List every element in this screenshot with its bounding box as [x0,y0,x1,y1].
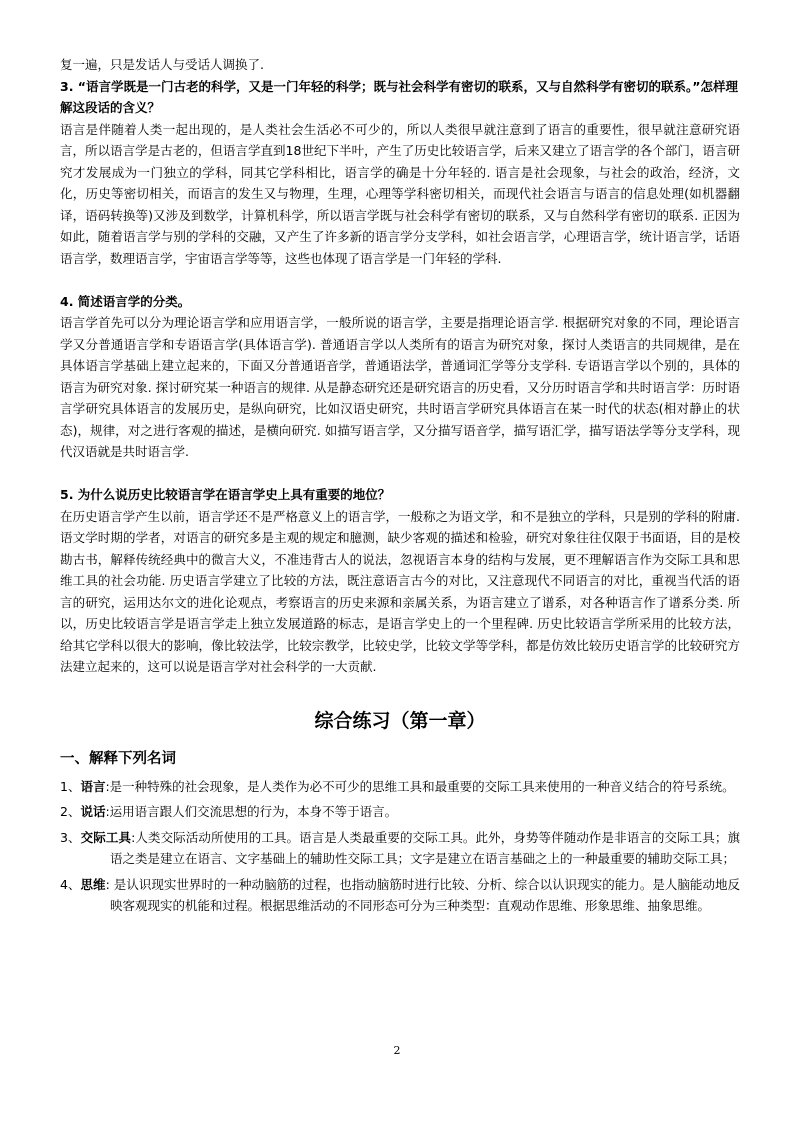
term-number: 4、 [60,876,81,892]
term-definition: :是一种特殊的社会现象，是人类作为必不可少的思维工具和最重要的交际工具来使用的一种音义结合的符号系统。 [105,778,735,794]
intro-line: 复一遍，只是发话人与受话人调换了. [60,57,264,72]
term-definition: :运用语言跟人们交流思想的行为，本身不等于语言。 [105,804,398,819]
term-number: 2、 [60,804,81,819]
page-number: 2 [393,1044,401,1057]
term-name: 思维 [80,876,106,892]
term-item [60,776,740,798]
term-name: 语言 [80,778,106,794]
term-item [60,874,740,917]
question-5-title: 5. 为什么说历史比较语言学在语言学史上具有重要的地位？ [60,487,391,502]
term-item [60,801,740,823]
term-definition: :人类交际活动所使用的工具。语言是人类最重要的交际工具。此外，身势等伴随动作是非语言的交际工具；旗语之类是建立在语言、文字基础上的辅助性交际工具；文字是建立在语言基础之上的一种最重要的辅助交际工具； [110,829,740,866]
question-5-answer: 在历史语言学产生以前，语言学还不是严格意义上的语言学，一般称之为语文学，和不是独立的学科，只是别的学科的附庸. 语文学时期的学者，对语言的研究多是主观的规定和臆测，缺少客观的描述和检验，研究对象往往仅限于书面语，目的是校勘古书，解释传统经典中的微言大义，不准违背古人的说法，忽视语言本身的结构与发展，更不理解语言作为交际工具和思维工具的社会功能. 历史语言学建立了比较的方法，既注意语言古今的对比，又注意现代不同语言的对比，重视当代活的语言的研究，运用达尔文的进化论观点，考察语言的历史来源和亲属关系，为语言建立了谱系，对各种语言作了谱系分类. 所以，历史比较语言学是语言学走上独立发展道路的标志，是语言学史上的一个里程碑. 历史比较语言学所采用的比较方法，给其它学科以很大的影响，像比较法学，比较宗教学，比较史学，比较文学等学科，都是仿效比较历史语言学的比较研究方法建立起来的，这可以说是语言学对社会科学的一大贡献. [60,508,740,674]
term-definition: : 是认识现实世界时的一种动脑筋的过程，也指动脑筋时进行比较、分析、综合以认识现实的能力。是人脑能动地反映客观现实的机能和过程。根据思维活动的不同形态可分为三种类型：直观动作思维、形象思维、抽象思维。 [105,876,741,913]
term-name: 交际工具 [80,829,132,845]
term-name: 说话 [80,804,106,819]
question-3-title: 3. “语言学既是一门古老的科学，又是一门年轻的科学；既与社会科学有密切的联系，又与自然科学有密切的联系。”怎样理解这段话的含义？ [60,78,738,115]
chapter-title: 综合练习（第一章） [314,709,486,732]
question-4-answer: 语言学首先可以分为理论语言学和应用语言学，一般所说的语言学，主要是指理论语言学. 根据研究对象的不同，理论语言学又分普通语言学和专语语言学(具体语言学). 普通语言学以人类所有的语言为研究对象，探讨人类语言的共同规律，是在具体语言学基础上建立起来的，下面又分普通语音学，普通语法学，普通词汇学等分支学科. 专语语言学以个别的，具体的语言为研究对象. 探讨研究某一种语言的规律. 从是静态研究还是研究语言的历史看，又分历时语言学和共时语言学：历时语言学研究具体语言的发展历史，是纵向研究，比如汉语史研究，共时语言学研究具体语言在某一时代的状态(相对静止的状态)，规律，对之进行客观的描述，是横向研究. 如描写语言学，又分描写语音学，描写语汇学，描写语法学等分支学科，现代汉语就是共时语言学. [60,315,740,459]
question-3-answer: 语言是伴随着人类一起出现的，是人类社会生活必不可少的，所以人类很早就注意到了语言的重要性，很早就注意研究语言，所以语言学是古老的，但语言学直到18世纪下半叶，产生了历史比较语言学，后来又建立了语言学的各个部门，语言研究才发展成为一门独立的学科，同其它学科相比，语言学的确是十分年轻的. 语言是社会现象，与社会的政治，经济，文化，历史等密切相关，而语言的发生又与物理，生理，心理等学科密切相关，而现代社会语言与语言的信息处理(如机器翻译，语码转换等)又涉及到数学，计算机科学，所以语言学既与社会科学有密切的联系，又与自然科学有密切的联系. 正因为如此，随着语言学与别的学科的交融，又产生了许多新的语言学分支学科，如社会语言学，心理语言学，统计语言学，话语语言学，数理语言学，宇宙语言学等等，这些也体现了语言学是一门年轻的学科. [60,121,740,266]
term-number: 3、 [60,829,81,845]
term-number: 1、 [60,778,81,794]
term-item [60,827,740,870]
question-4-title: 4. 简述语言学的分类。 [60,293,191,309]
document-page [60,54,740,921]
section-title: 一、解释下列名词 [60,750,176,767]
